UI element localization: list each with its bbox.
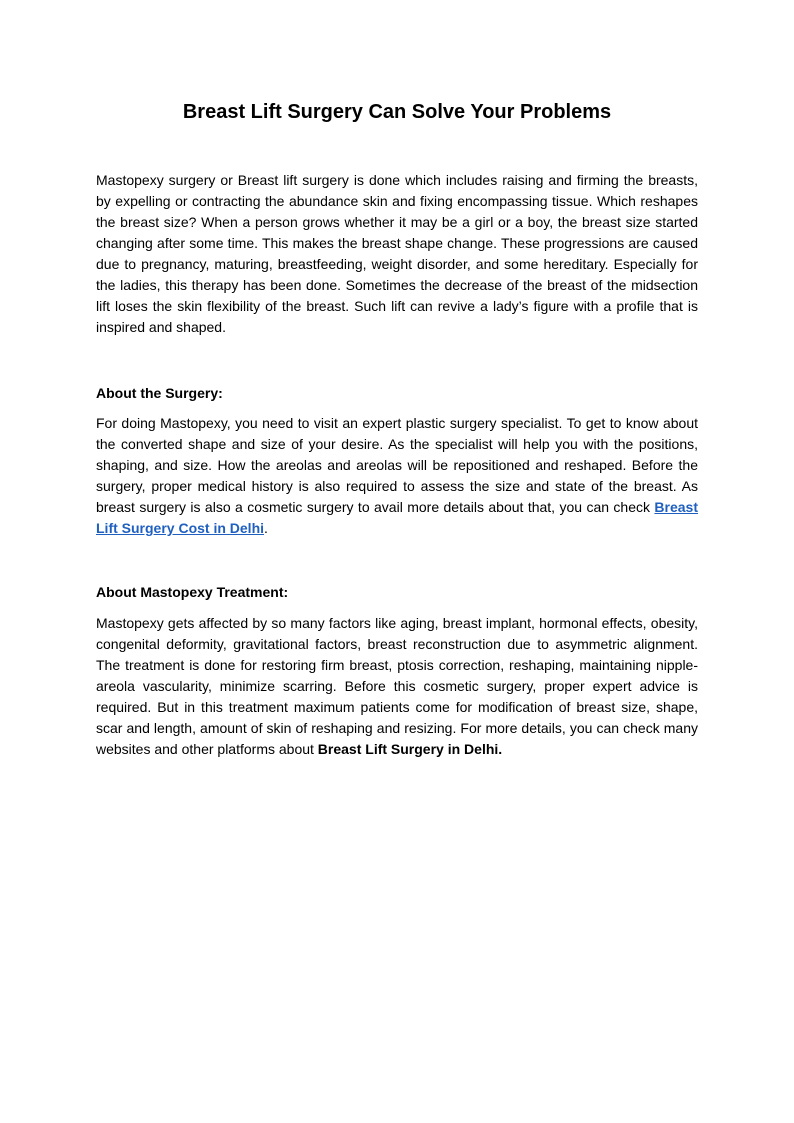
cost-in-delhi-link[interactable]: Breast Lift Surgery Cost in Delhi [96, 499, 698, 536]
section-heading-surgery: About the Surgery: [96, 385, 223, 401]
page-title: Breast Lift Surgery Can Solve Your Problems [182, 101, 612, 123]
surgery-text-end: . [264, 520, 268, 536]
surgery-in-delhi-bold: Breast Lift Surgery in Delhi. [317, 741, 503, 757]
surgery-paragraph [96, 413, 698, 539]
section-heading-treatment: About Mastopexy Treatment: [96, 584, 289, 600]
intro-paragraph: Mastopexy surgery or Breast lift surgery is done which includes raising and firming the breasts, by expelling or contracting the abundance skin and fixing encompassing tissue. Which reshapes the breast size? When a person grows whether it may be a girl or a boy, the breast size started changing after some time. This makes the breast shape change. These progressions are caused due to pregnancy, maturing, breastfeeding, weight disorder, and some hereditary. Especially for the ladies, this therapy has been done. Sometimes the decrease of the breast of the midsection lift loses the skin flexibility of the breast. Such lift can revive a lady’s figure with a profile that is inspired and shaped. [96, 172, 698, 335]
treatment-text: Mastopexy gets affected by so many factors like aging, breast implant, hormonal effects, obesity, congenital deformity, gravitational factors, breast reconstruction due to asymmetric alignment. The treatment is done for restoring firm breast, ptosis correction, reshaping, maintaining nipple-areola vascularity, minimize scarring. Before this cosmetic surgery, proper expert advice is required. But in this treatment maximum patients come for modification of breast size, shape, scar and length, amount of skin of reshaping and resizing. For more details, you can check many websites and other platforms about [96, 615, 698, 757]
surgery-text: For doing Mastopexy, you need to visit an expert plastic surgery specialist. To get to know about the converted shape and size of your desire. As the specialist will help you with the positions, shaping, and size. How the areolas and areolas will be repositioned and reshaped. Before the surgery, proper medical history is also required to assess the size and state of the breast. As breast surgery is also a cosmetic surgery to avail more details about that, you can check [96, 415, 698, 515]
treatment-paragraph [96, 613, 698, 760]
